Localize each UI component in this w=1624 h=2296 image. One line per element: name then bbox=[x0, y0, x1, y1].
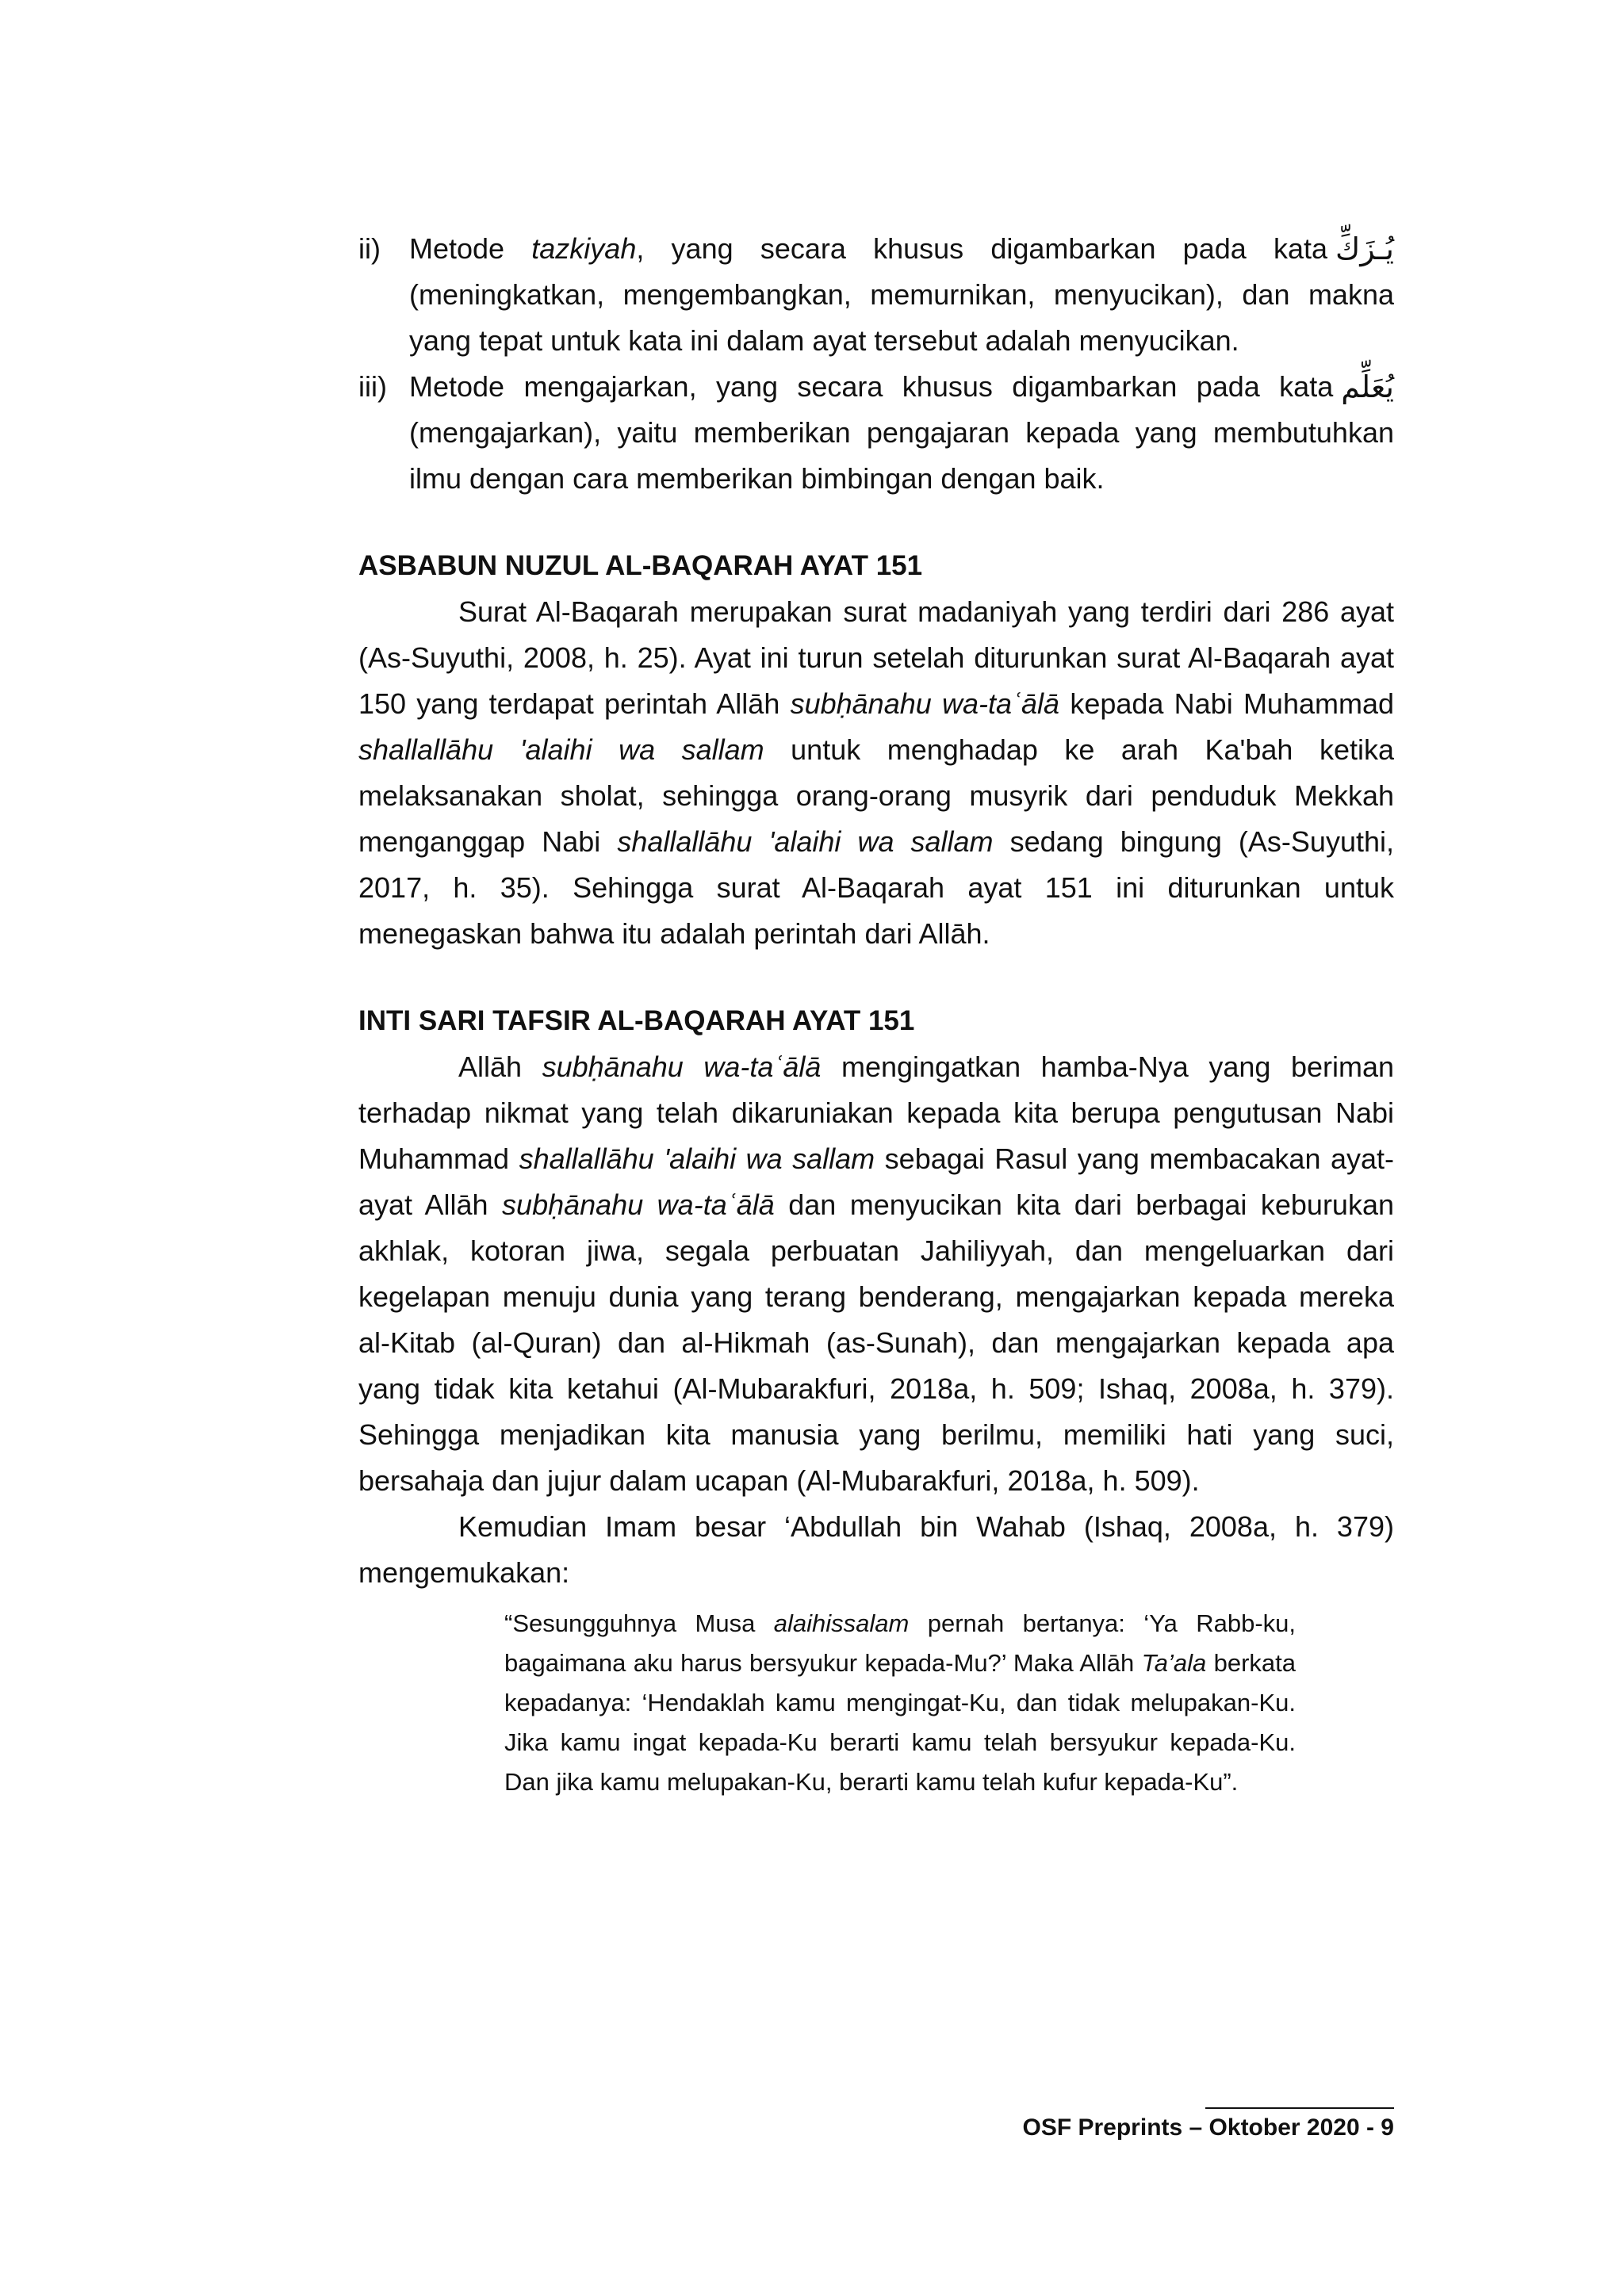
italic-run: alaihissalam bbox=[773, 1609, 910, 1637]
list-item bbox=[358, 226, 1394, 364]
list-number: iii) bbox=[358, 370, 387, 403]
section-heading-inti-sari: INTI SARI TAFSIR AL-BAQARAH AYAT 151 bbox=[358, 1005, 915, 1036]
text-run: Allāh bbox=[458, 1050, 542, 1083]
list-item bbox=[358, 364, 1394, 502]
section-heading-asbabun-nuzul: ASBABUN NUZUL AL-BAQARAH AYAT 151 bbox=[358, 550, 923, 581]
list-term: tazkiyah bbox=[531, 232, 637, 265]
page-content bbox=[358, 226, 1394, 1802]
arabic-word: يُعَلِّم bbox=[1341, 369, 1394, 404]
list-number: ii) bbox=[358, 232, 381, 265]
page-footer: OSF Preprints – Oktober 2020 - 9 bbox=[1022, 2114, 1394, 2141]
text-run: dan menyucikan kita dari berbagai keburukan akhlak, kotoran jiwa, segala perbuatan Jahiliyyah, dan mengeluarkan dari kegelapan menuju dunia yang terang benderang, mengajarkan kepada mereka al-Kitab (al-Quran) dan al-Hikmah (as-Sunah), dan mengajarkan kepada apa yang tidak kita ketahui (Al-Mubarakfuri, 2018a, h. 509; Ishaq, 2008a, h. 379). Sehingga menjadikan kita manusia yang berilmu, memiliki hati yang suci, bersahaja dan jujur dalam ucapan (Al-Mubarakfuri, 2018a, h. 509). bbox=[358, 1188, 1394, 1497]
text-run: pernah bertanya: ‘Ya Rabb-ku, bagaimana aku harus bersyukur kepada-Mu?’ Maka Allāh bbox=[504, 1609, 1296, 1677]
text-run: sedang bingung (As-Suyuthi, 2017, h. 35). Sehingga surat Al-Baqarah ayat 151 ini diturunkan untuk menegaskan bahwa itu adalah perintah dari Allāh. bbox=[358, 825, 1394, 950]
text-run: “Sesungguhnya Musa bbox=[504, 1609, 774, 1637]
text-run: sebagai Rasul yang membacakan ayat-ayat Allāh bbox=[358, 1142, 1395, 1221]
italic-run: subḥānahu wa-taʿālā bbox=[790, 687, 1060, 720]
text-run: berkata kepadanya: ‘Hendaklah kamu mengingat-Ku, dan tidak melupakan-Ku. Jika kamu ingat kepada-Ku berarti kamu telah bersyukur kepada-Ku. Dan jika kamu melupakan-Ku, berarti kamu telah kufur kepada-Ku”. bbox=[504, 1649, 1296, 1796]
paragraph-kemudian: Kemudian Imam besar ‘Abdullah bin Wahab (Ishaq, 2008a, h. 379) mengemukakan: bbox=[358, 1510, 1394, 1589]
italic-run: subḥānahu wa-taʿālā bbox=[542, 1050, 822, 1083]
text-run: untuk menghadap ke arah Ka'bah ketika melaksanakan sholat, sehingga orang-orang musyrik dari penduduk Mekkah menganggap Nabi bbox=[358, 733, 1395, 858]
text-run: Surat Al-Baqarah merupakan surat madaniyah yang terdiri dari 286 ayat (As-Suyuthi, 2008, h. 25). Ayat ini turun setelah diturunkan surat Al-Baqarah ayat 150 yang terdapat perintah Allāh bbox=[358, 595, 1394, 720]
italic-run: shallallāhu 'alaihi wa sallam bbox=[358, 733, 764, 766]
block-quote bbox=[504, 1604, 1296, 1802]
italic-run: Ta’ala bbox=[1141, 1649, 1207, 1677]
arabic-word: يُـزَكِّ bbox=[1335, 232, 1394, 266]
list-text: Metode mengajarkan, yang secara khusus digambarkan pada kata (mengajarkan), yaitu memberikan pengajaran kepada yang membutuhkan ilmu dengan cara memberikan bimbingan dengan baik. bbox=[409, 370, 1394, 495]
paragraph-asbabun-nuzul bbox=[358, 589, 1394, 957]
list-text-pre: Metode bbox=[409, 232, 532, 265]
footer-rule bbox=[1205, 2107, 1394, 2109]
text-run: kepada Nabi Muhammad bbox=[1059, 687, 1395, 720]
italic-run: shallallāhu 'alaihi wa sallam bbox=[617, 825, 994, 858]
italic-run: subḥānahu wa-taʿālā bbox=[502, 1188, 775, 1221]
list-text-post: , yang secara khusus digambarkan pada kata (meningkatkan, mengembangkan, memurnikan, menyucikan), dan makna yang tepat untuk kata ini dalam ayat tersebut adalah menyucikan. bbox=[409, 232, 1394, 357]
paragraph-inti-sari bbox=[358, 1044, 1394, 1504]
text-run: mengingatkan hamba-Nya yang beriman terhadap nikmat yang telah dikaruniakan kepada kita berupa pengutusan Nabi Muhammad bbox=[358, 1050, 1394, 1175]
italic-run: shallallāhu 'alaihi wa sallam bbox=[519, 1142, 875, 1175]
